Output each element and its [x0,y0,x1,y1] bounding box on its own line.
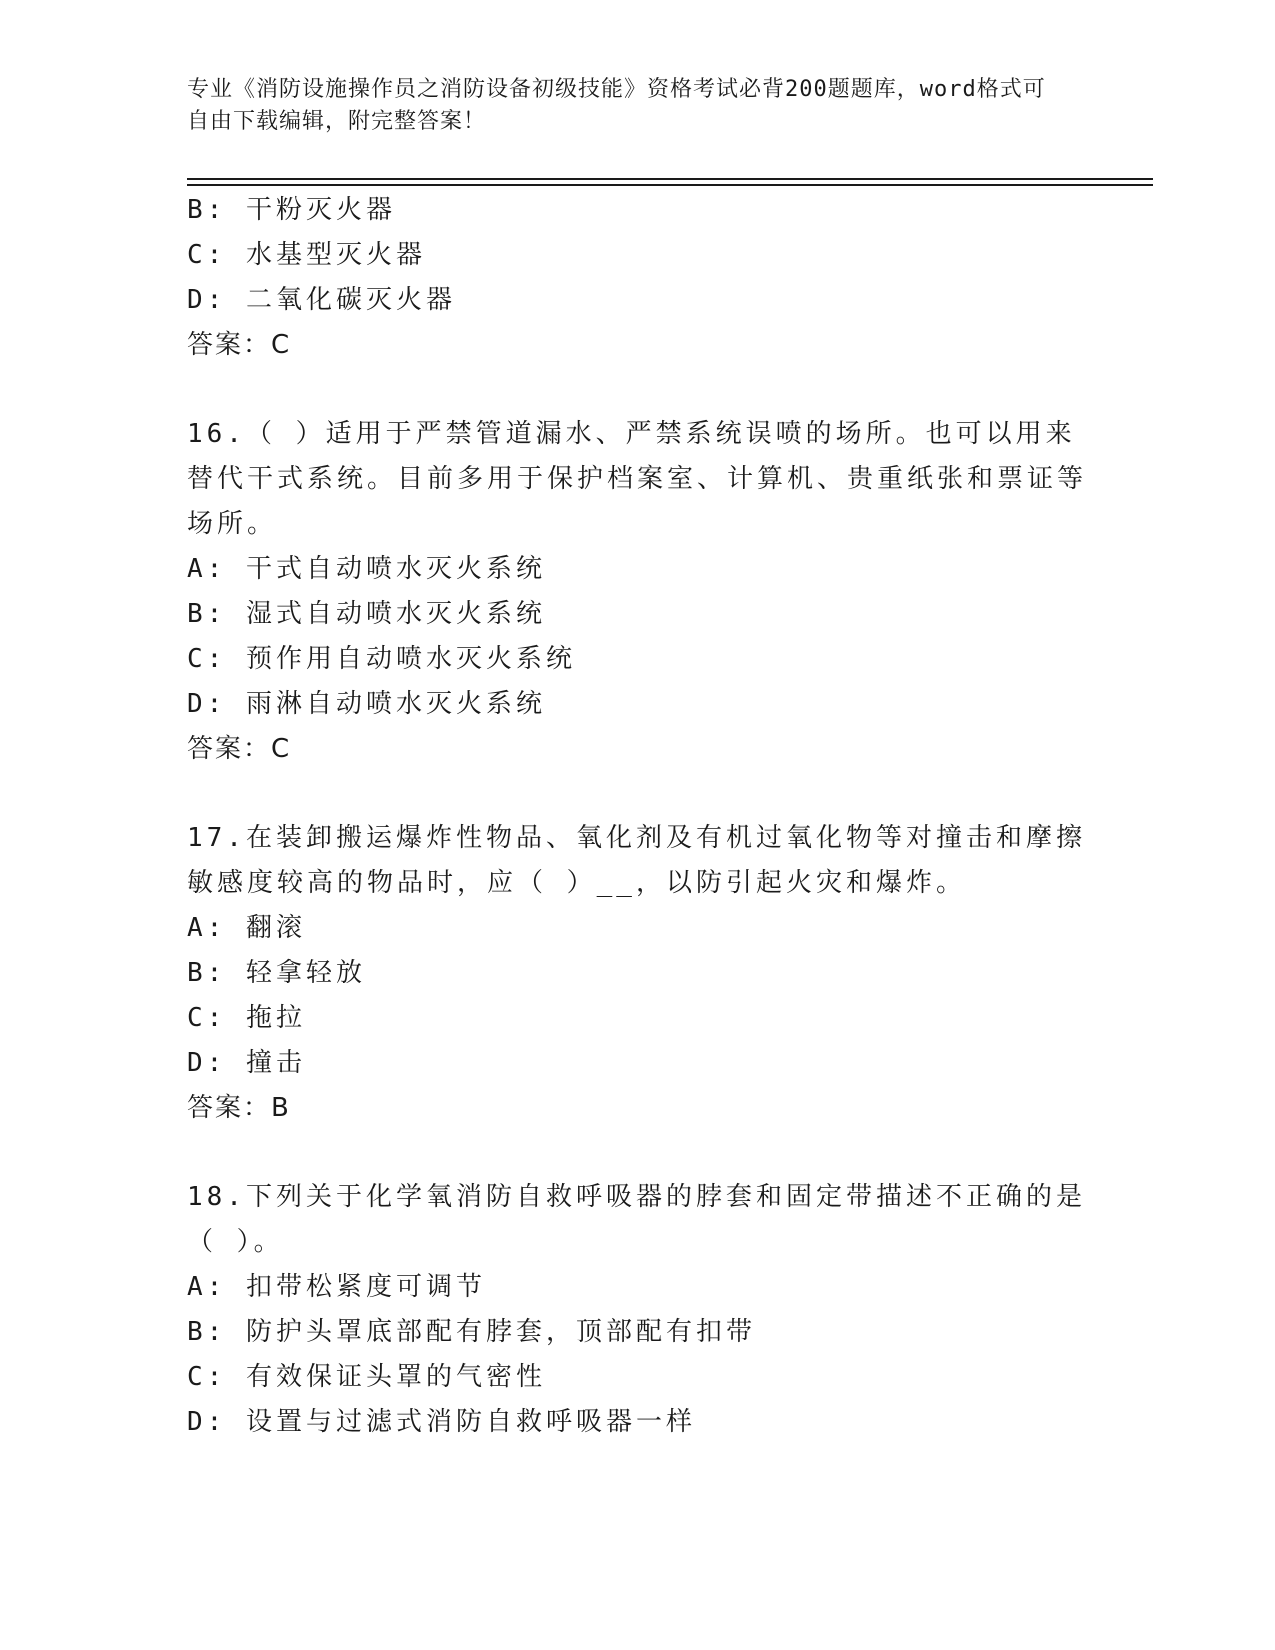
page-header: 专业《消防设施操作员之消防设备初级技能》资格考试必背200题题库，word格式可自由下载编辑，附完整答案！ [187,77,1046,134]
option-c: C: 水基型灭火器 [187,240,426,270]
question-16 [187,412,1087,772]
question-stem: 17.在装卸搬运爆炸性物品、氧化剂及有机过氧化物等对撞击和摩擦敏感度较高的物品时，应（ ）__，以防引起火灾和爆炸。 [187,823,1086,898]
option-d: D: 撞击 [187,1048,306,1078]
answer-line: 答案：C [187,734,292,764]
option-c: C: 预作用自动喷水灭火系统 [187,644,576,674]
prev-question-block [187,188,1087,368]
document-body [187,188,1087,1445]
option-b: B: 干粉灭火器 [187,195,396,225]
spacer [187,368,1087,412]
option-d: D: 二氧化碳灭火器 [187,285,456,315]
header-rule-top [187,178,1153,180]
question-17 [187,816,1087,1131]
spacer [187,1131,1087,1175]
option-d: D: 设置与过滤式消防自救呼吸器一样 [187,1407,696,1437]
option-b: B: 轻拿轻放 [187,958,366,988]
option-a: A: 翻滚 [187,913,306,943]
question-stem: 16.（ ）适用于严禁管道漏水、严禁系统误喷的场所。也可以用来替代干式系统。目前多用于保护档案室、计算机、贵重纸张和票证等场所。 [187,419,1088,539]
option-c: C: 有效保证头罩的气密性 [187,1362,546,1392]
option-b: B: 防护头罩底部配有脖套，顶部配有扣带 [187,1317,756,1347]
question-18 [187,1175,1087,1445]
option-a: A: 扣带松紧度可调节 [187,1272,486,1302]
answer-line: 答案：B [187,1093,291,1123]
option-c: C: 拖拉 [187,1003,306,1033]
option-b: B: 湿式自动喷水灭火系统 [187,599,546,629]
spacer [187,772,1087,816]
option-a: A: 干式自动喷水灭火系统 [187,554,546,584]
header-rule-bottom [187,184,1153,186]
answer-line: 答案：C [187,330,292,360]
option-d: D: 雨淋自动喷水灭火系统 [187,689,546,719]
question-stem: 18.下列关于化学氧消防自救呼吸器的脖套和固定带描述不正确的是（ ）。 [187,1182,1086,1257]
